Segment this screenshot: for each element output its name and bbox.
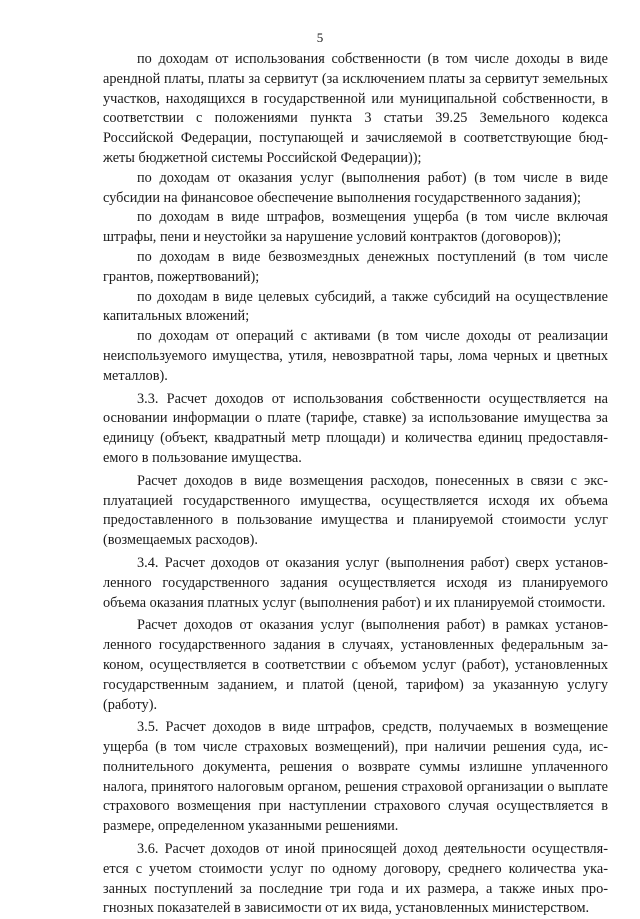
paragraph-income-services: по доходам от оказания услуг (выполнения работ) (в том числе в виде субсидии на финансовое обеспечение выполнения государственного задания); [103, 169, 608, 206]
paragraph-3-4: 3.4. Расчет доходов от оказания услуг (выполнения работ) сверх установленного государственного задания осуществляется исходя из планируемого объема оказания платных услуг (выполнения работ) и их планируемой стоимости. [103, 554, 608, 611]
paragraph-income-fines: по доходам в виде штрафов, возмещения ущерба (в том числе включая штрафы, пени и неустойки за нарушение условий контрактов (договоров)); [103, 209, 608, 246]
paragraph-state-assignment: Расчет доходов от оказания услуг (выполнения работ) в рамках установленного государственного задания в случаях, установленных федеральным законом, осуществляется в соответствии с объемом услуг (работ), установленных государственным заданием, и платой (ценой, тарифом) за указанную услугу (работу). [103, 617, 608, 713]
paragraph-3-3: 3.3. Расчет доходов от использования собственности осуществляется на основании информации о плате (тарифе, ставке) за использование имущества за единицу (объект, квадратный метр площади) и количества единиц предоставляемого в пользование имущества. [103, 390, 608, 466]
page-number: 5 [316, 30, 324, 45]
paragraph-reimbursement: Расчет доходов в виде возмещения расходов, понесенных в связи с эксплуатацией государственного имущества, осуществляется исходя их объема предоставленного в пользование имущества и планируемой стоимости услуг (возмещаемых расходов). [103, 472, 608, 549]
paragraph-3-6: 3.6. Расчет доходов от иной приносящей доход деятельности осуществляется с учетом стоимости услуг по одному договору, среднего количества указанных поступлений за последние три года и их размера, а также иных прогнозных показателей в зависимости от их вида, установленных министерством. [103, 841, 608, 917]
paragraph-income-assets: по доходам от операций с активами (в том числе доходы от реализации неиспользуемого имущества, утиля, невозвратной тары, лома черных и цветных металлов). [103, 328, 608, 384]
paragraph-3-5: 3.5. Расчет доходов в виде штрафов, средств, получаемых в возмещение ущерба (в том числе страховых возмещений), при наличии решения суда, исполнительного документа, решения о возврате суммы излишне уплаченного налога, принятого налоговым органом, решения страховой организации о выплате страхового возмещения при наступлении страхового случая осуществляется в размере, определенном указанными решениями. [103, 719, 608, 835]
document-body [103, 50, 608, 919]
paragraph-income-subsidies: по доходам в виде целевых субсидий, а также субсидий на осуществление капитальных вложений; [103, 288, 608, 325]
paragraph-income-property: по доходам от использования собственности (в том числе доходы в виде арендной платы, платы за сервитут (за исключением платы за сервитут земельных участков, находящихся в государственной или муниципальной собственности, в соответствии с положениями пункта 3 статьи 39.25 Земельного кодекса Российской Федерации, поступающей и зачисляемой в соответствующие бюджеты бюджетной системы Российской Федерации)); [103, 51, 608, 166]
paragraph-income-grants: по доходам в виде безвозмездных денежных поступлений (в том числе грантов, пожертвований); [103, 248, 608, 285]
